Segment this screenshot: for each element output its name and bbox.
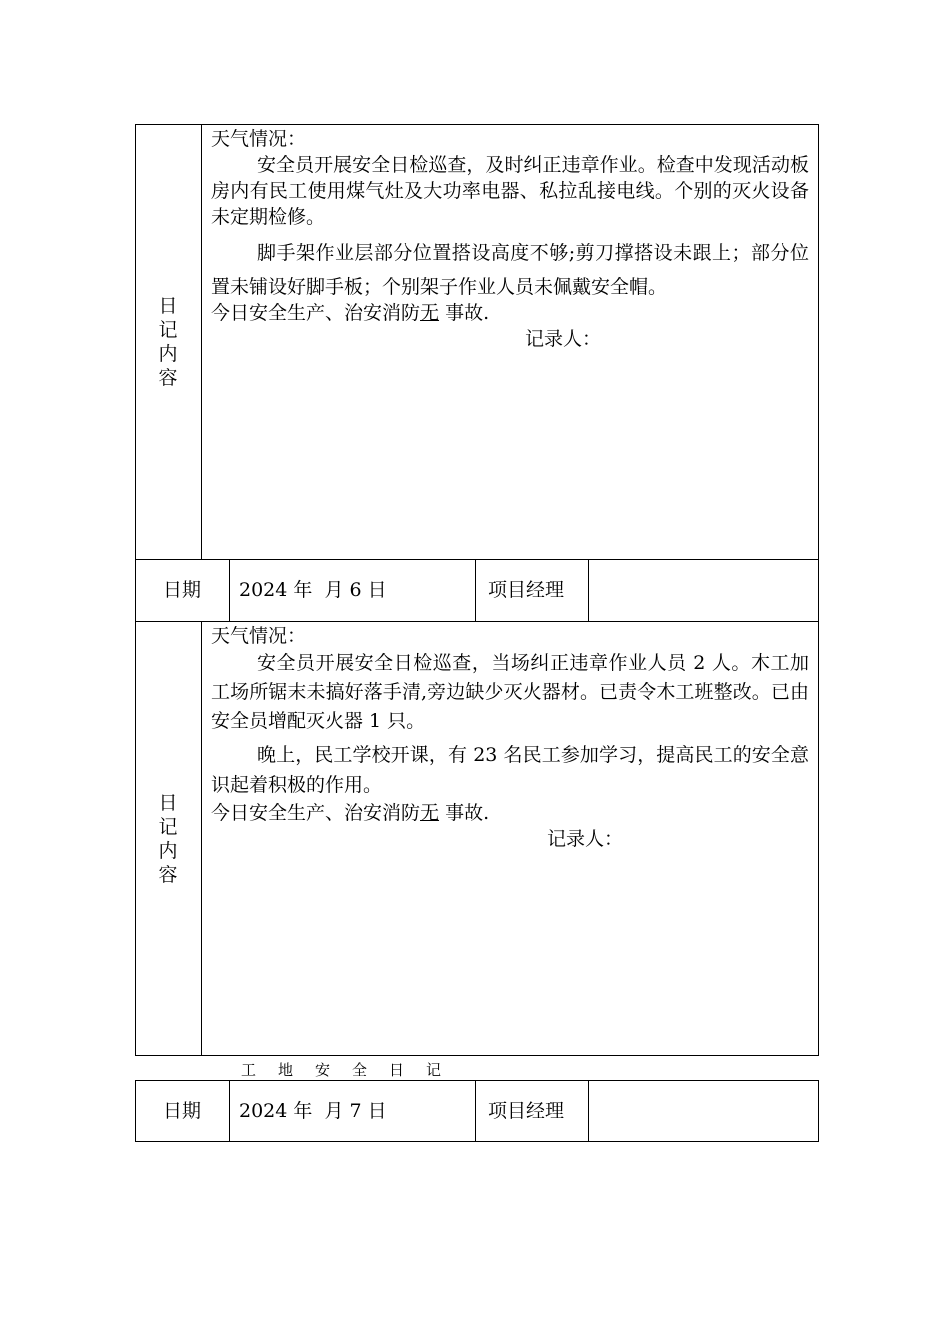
- entry-1-label-char: 记: [158, 319, 178, 341]
- date-row-1: [135, 559, 819, 622]
- entry-2-paragraph-1: 安全员开展安全日检巡查，当场纠正违章作业人员 2 人。木工加工场所锯末未搞好落手清,旁边缺少灭火器材。已责令木工班整改。已由安全员增配灭火器 1 只。: [211, 652, 809, 732]
- entry-2-label-char: 记: [158, 816, 178, 838]
- entry-1-divider: [201, 124, 202, 560]
- date-row-1-manager-label: 项目经理: [488, 579, 565, 601]
- date-row-2-divider: [588, 1080, 589, 1142]
- entry-2-accident-value: 无: [420, 802, 440, 824]
- date-row-1-divider: [475, 559, 476, 622]
- date-row-1-date-label: 日期: [163, 579, 202, 601]
- entry-1-label-char: 容: [158, 367, 178, 389]
- entry-2-content: [211, 623, 809, 852]
- entry-2-label: [135, 791, 201, 887]
- date-row-1-divider: [588, 559, 589, 622]
- date-row-2-divider: [229, 1080, 230, 1142]
- entry-2-label-char: 容: [158, 864, 178, 886]
- date-row-2-date-label: 日期: [163, 1100, 202, 1122]
- date-row-1-divider: [229, 559, 230, 622]
- entry-2-divider: [201, 621, 202, 1056]
- entry-1-label-char: 内: [158, 343, 178, 365]
- date-row-2-date-value: 2024 年 月 7 日: [239, 1100, 387, 1122]
- entry-2-paragraph-2: 晚上，民工学校开课，有 23 名民工参加学习，提高民工的安全意识起着积极的作用。: [211, 744, 809, 796]
- entry-2-weather: 天气情况：: [211, 625, 307, 647]
- entry-1-paragraph-2: 脚手架作业层部分位置搭设高度不够;剪刀撑搭设未跟上；部分位置未铺设好脚手板；个别架子作业人员未佩戴安全帽。: [211, 242, 809, 298]
- entry-1-label-char: 日: [158, 295, 178, 317]
- date-row-2: [135, 1080, 819, 1142]
- entry-1-content: [211, 126, 809, 352]
- page-caption: 工地安全日记: [241, 1061, 464, 1079]
- date-row-2-divider: [475, 1080, 476, 1142]
- entry-2-recorder: 记录人：: [547, 828, 624, 850]
- entry-2-summary: 今日安全生产、治安消防无 事故.: [211, 802, 490, 824]
- entry-1-accident-value: 无: [420, 302, 440, 324]
- date-row-1-date-value: 2024 年 月 6 日: [239, 579, 387, 601]
- date-row-2-manager-label: 项目经理: [488, 1100, 565, 1122]
- entry-1-summary: 今日安全生产、治安消防无 事故.: [211, 302, 490, 324]
- entry-1-recorder: 记录人：: [525, 328, 602, 350]
- entry-1-weather: 天气情况：: [211, 128, 307, 150]
- entry-2-label-char: 内: [158, 840, 178, 862]
- entry-2-label-char: 日: [158, 792, 178, 814]
- entry-1-paragraph-1: 安全员开展安全日检巡查，及时纠正违章作业。检查中发现活动板房内有民工使用煤气灶及大功率电器、私拉乱接电线。个别的灭火设备未定期检修。: [211, 154, 809, 228]
- entry-1-label: [135, 294, 201, 390]
